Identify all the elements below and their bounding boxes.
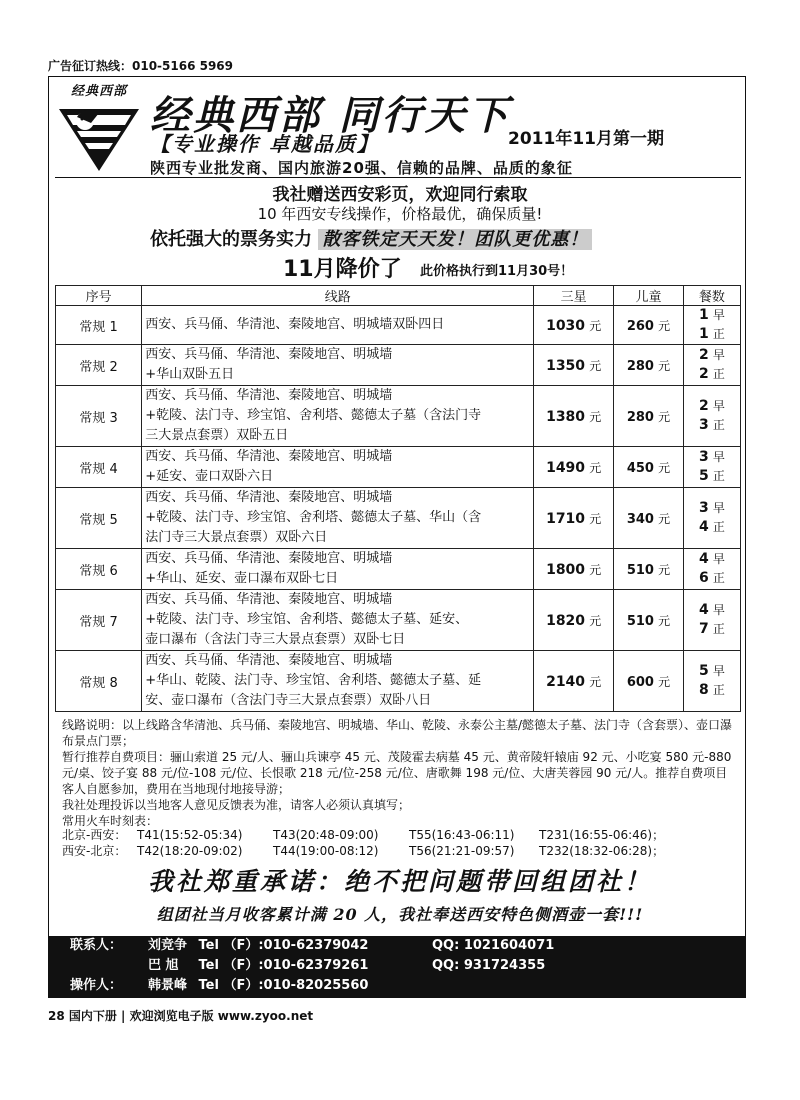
contact-tel: Tel （F）:010-82025560 <box>198 978 369 993</box>
table-row <box>56 651 741 712</box>
meal-breakfast-unit: 早 <box>712 664 725 678</box>
route-description <box>142 549 534 590</box>
service-promise: 我社郑重承诺：绝不把问题带回组团社！ <box>147 867 652 896</box>
price-unit: 元 <box>658 613 671 628</box>
table-row <box>56 488 741 549</box>
price-3star <box>534 651 614 712</box>
contact-name: 韩景峰 <box>148 978 188 993</box>
price-unit: 元 <box>589 511 602 526</box>
price-child-value: 510 <box>626 562 654 578</box>
train-entry: T42(18:20-09:02) <box>137 844 243 858</box>
price-drop-title: 11月降价了 <box>283 257 402 282</box>
price-child <box>614 651 684 712</box>
contact-row <box>70 936 555 956</box>
meal-breakfast-count: 4 <box>698 602 709 618</box>
contact-name: 刘竞争 <box>148 938 188 953</box>
route-line: +乾陵、法门寺、珍宝馆、舍利塔、懿德太子墓、华山（含 <box>145 510 482 525</box>
route-line: +华山、乾陵、法门寺、珍宝馆、舍利塔、懿德太子墓、延 <box>145 673 482 688</box>
price-unit: 元 <box>589 562 602 577</box>
eagle-flag-icon <box>55 99 143 173</box>
meal-breakfast-unit: 早 <box>712 348 725 362</box>
meal-lunch-unit: 正 <box>712 520 725 534</box>
meal-lunch-unit: 正 <box>712 571 725 585</box>
price-child <box>614 345 684 386</box>
price-3star <box>534 345 614 386</box>
route-line: 西安、兵马俑、华清池、秦陵地宫、明城墙 <box>145 490 393 505</box>
meal-lunch <box>687 467 737 486</box>
train-schedule-title: 常用火车时刻表： <box>62 814 159 828</box>
price-3star-value: 1800 <box>546 561 586 578</box>
price-child-value: 510 <box>626 613 654 629</box>
train-entry: T55(16:43-06:11) <box>409 828 515 842</box>
route-description <box>142 345 534 386</box>
route-line: 西安、兵马俑、华清池、秦陵地宫、明城墙双卧四日 <box>145 317 445 332</box>
price-child-value: 450 <box>626 460 654 476</box>
price-child-value: 260 <box>626 318 654 334</box>
price-drop-note: 此价格执行到11月30号！ <box>420 264 574 279</box>
ticket-banner <box>150 225 592 251</box>
train-entry: T43(20:48-09:00) <box>273 828 379 842</box>
route-line: 三大景点套票）双卧五日 <box>145 428 289 443</box>
contact-row <box>70 976 368 996</box>
price-3star-value: 1820 <box>546 612 586 629</box>
contact-box <box>48 936 746 998</box>
meal-lunch <box>687 365 737 384</box>
meal-lunch-unit: 正 <box>712 683 725 697</box>
meal-breakfast <box>687 601 737 620</box>
meal-lunch <box>687 681 737 700</box>
meal-lunch-unit: 正 <box>712 327 725 341</box>
train-row <box>62 826 664 843</box>
meal-lunch-count: 4 <box>698 519 709 535</box>
route-number: 常规 7 <box>56 590 142 651</box>
price-child <box>614 447 684 488</box>
meal-breakfast-count: 2 <box>698 398 709 414</box>
train-entry: T41(15:52-05:34) <box>137 828 243 842</box>
meal-count <box>683 345 740 386</box>
route-line: 法门寺三大景点套票）双卧六日 <box>145 530 328 545</box>
notes-section <box>62 717 737 829</box>
meal-breakfast-unit: 早 <box>712 399 725 413</box>
meal-count <box>683 651 740 712</box>
meal-lunch-count: 3 <box>698 417 709 433</box>
meal-lunch <box>687 416 737 435</box>
meal-lunch-unit: 正 <box>712 469 725 483</box>
table-row <box>56 590 741 651</box>
route-number: 常规 2 <box>56 345 142 386</box>
meal-lunch <box>687 325 737 344</box>
price-unit: 元 <box>658 674 671 689</box>
route-number: 常规 8 <box>56 651 142 712</box>
table-row <box>56 386 741 447</box>
meal-lunch <box>687 518 737 537</box>
route-line: +华山、延安、壶口瀑布双卧七日 <box>145 571 339 586</box>
meal-breakfast <box>687 448 737 467</box>
table-row <box>56 345 741 386</box>
route-description: 线路说明：以上线路含华清池、兵马俑、秦陵地宫、明城墙、华山、乾陵、永泰公主墓/懿德太子墓、法门寺（含套票）、壶口瀑布景点门票； <box>62 718 733 748</box>
header-meals: 餐数 <box>683 286 740 306</box>
meal-breakfast-count: 3 <box>698 449 709 465</box>
route-description <box>142 651 534 712</box>
contact-qq: QQ: 931724355 <box>432 958 546 973</box>
price-unit: 元 <box>658 318 671 333</box>
route-line: 西安、兵马俑、华清池、秦陵地宫、明城墙 <box>145 551 393 566</box>
price-3star <box>534 590 614 651</box>
price-unit: 元 <box>658 409 671 424</box>
header-route: 线路 <box>142 286 534 306</box>
price-unit: 元 <box>589 460 602 475</box>
price-3star-value: 1030 <box>546 317 586 334</box>
contact-role: 联系人： <box>70 938 123 953</box>
contact-role: 操作人： <box>70 978 123 993</box>
route-description <box>142 386 534 447</box>
train-entry: T56(21:21-09:57) <box>409 844 515 858</box>
meal-lunch-count: 8 <box>698 682 709 698</box>
train-entry: T231(16:55-06:46)； <box>539 828 665 842</box>
price-3star-value: 1380 <box>546 408 586 425</box>
ticket-lead: 依托强大的票务实力 <box>150 229 312 250</box>
meal-breakfast-unit: 早 <box>712 552 725 566</box>
route-line: 安、壶口瀑布（含法门寺三大景点套票）双卧八日 <box>145 693 432 708</box>
header-divider <box>55 177 741 178</box>
meal-lunch-count: 2 <box>698 366 709 382</box>
route-number: 常规 3 <box>56 386 142 447</box>
quality-tagline: 【专业操作 卓越品质】 <box>150 132 379 156</box>
route-description <box>142 447 534 488</box>
price-child-value: 340 <box>626 511 654 527</box>
meal-count <box>683 447 740 488</box>
price-3star <box>534 549 614 590</box>
route-description <box>142 306 534 345</box>
meal-breakfast-unit: 早 <box>712 501 725 515</box>
price-unit: 元 <box>658 358 671 373</box>
meal-breakfast <box>687 346 737 365</box>
header-3star: 三星 <box>534 286 614 306</box>
meal-count <box>683 306 740 345</box>
meal-breakfast-count: 5 <box>698 663 709 679</box>
meal-count <box>683 590 740 651</box>
issue-date: 2011年11月第一期 <box>508 129 664 149</box>
table-row <box>56 447 741 488</box>
price-3star <box>534 447 614 488</box>
brand-slogan: 经典西部 同行天下 <box>150 92 511 139</box>
train-row <box>62 842 664 859</box>
route-line: +乾陵、法门寺、珍宝馆、舍利塔、懿德太子墓、延安、 <box>145 612 469 627</box>
price-3star-value: 1350 <box>546 357 586 374</box>
price-child <box>614 488 684 549</box>
price-unit: 元 <box>658 511 671 526</box>
price-child <box>614 386 684 447</box>
route-price-table <box>55 285 741 712</box>
meal-lunch <box>687 620 737 639</box>
price-child-value: 280 <box>626 358 654 374</box>
table-header-row <box>56 286 741 306</box>
meal-breakfast-count: 3 <box>698 500 709 516</box>
contact-tel: Tel （F）:010-62379261 <box>198 958 369 973</box>
meal-breakfast <box>687 662 737 681</box>
price-3star-value: 2140 <box>546 673 586 690</box>
brand-description: 陕西专业批发商、国内旅游20强、信赖的品牌、品质的象征 <box>150 159 573 177</box>
route-line: 西安、兵马俑、华清池、秦陵地宫、明城墙 <box>145 388 393 403</box>
meal-count <box>683 386 740 447</box>
meal-breakfast <box>687 397 737 416</box>
meal-breakfast <box>687 306 737 325</box>
price-unit: 元 <box>589 613 602 628</box>
train-entry: T232(18:32-06:28)； <box>539 844 665 858</box>
price-3star <box>534 488 614 549</box>
meal-breakfast <box>687 550 737 569</box>
contact-tel: Tel （F）:010-62379042 <box>198 938 369 953</box>
route-number: 常规 5 <box>56 488 142 549</box>
meal-breakfast-unit: 早 <box>712 603 725 617</box>
price-child <box>614 306 684 345</box>
route-line: +华山双卧五日 <box>145 367 235 382</box>
table-row <box>56 549 741 590</box>
route-line: +延安、壶口双卧六日 <box>145 469 274 484</box>
price-3star <box>534 306 614 345</box>
price-child <box>614 590 684 651</box>
group-gift-offer: 组团社当月收客累计满 20 人，我社奉送西安特色侧酒壶一套!!! <box>156 905 644 924</box>
price-child <box>614 549 684 590</box>
price-unit: 元 <box>589 409 602 424</box>
route-number: 常规 4 <box>56 447 142 488</box>
meal-lunch-count: 1 <box>698 326 709 342</box>
price-unit: 元 <box>589 674 602 689</box>
price-3star <box>534 386 614 447</box>
meal-breakfast <box>687 499 737 518</box>
train-route: 西安-北京： <box>62 844 127 858</box>
ticket-highlight: 散客铁定天天发！团队更优惠！ <box>318 229 592 250</box>
price-unit: 元 <box>589 358 602 373</box>
meal-breakfast-unit: 早 <box>712 450 725 464</box>
price-child-value: 600 <box>626 674 654 690</box>
table-row <box>56 306 741 345</box>
price-3star-value: 1710 <box>546 510 586 527</box>
train-route: 北京-西安： <box>62 828 127 842</box>
contact-qq: QQ: 1021604071 <box>432 938 555 953</box>
meal-count <box>683 488 740 549</box>
train-entry: T44(19:00-08:12) <box>273 844 379 858</box>
experience-note: 10 年西安专线操作，价格最优，确保质量! <box>257 205 543 223</box>
route-line: 西安、兵马俑、华清池、秦陵地宫、明城墙 <box>145 653 393 668</box>
meal-lunch-unit: 正 <box>712 622 725 636</box>
meal-breakfast-count: 4 <box>698 551 709 567</box>
route-description <box>142 488 534 549</box>
contact-row <box>70 956 546 976</box>
meal-lunch-count: 6 <box>698 570 709 586</box>
price-child-value: 280 <box>626 409 654 425</box>
price-unit: 元 <box>589 318 602 333</box>
complaint-policy: 我社处理投诉以当地客人意见反馈表为准，请客人必须认真填写； <box>62 798 411 812</box>
route-line: 壶口瀑布（含法门寺三大景点套票）双卧七日 <box>145 632 406 647</box>
route-line: 西安、兵马俑、华清池、秦陵地宫、明城墙 <box>145 347 393 362</box>
route-number: 常规 6 <box>56 549 142 590</box>
gift-announcement: 我社赠送西安彩页，欢迎同行索取 <box>272 185 528 205</box>
contact-name: 巴 旭 <box>148 958 179 973</box>
meal-breakfast-count: 1 <box>698 307 709 323</box>
route-description <box>142 590 534 651</box>
brand-logo <box>55 80 143 172</box>
price-3star-value: 1490 <box>546 459 586 476</box>
meal-lunch-count: 7 <box>698 621 709 637</box>
meal-lunch-count: 5 <box>698 468 709 484</box>
route-line: 西安、兵马俑、华清池、秦陵地宫、明城墙 <box>145 592 393 607</box>
meal-count <box>683 549 740 590</box>
meal-lunch-unit: 正 <box>712 367 725 381</box>
page-footer: 28 国内下册 | 欢迎浏览电子版 www.zyoo.net <box>48 1009 314 1023</box>
meal-breakfast-unit: 早 <box>712 308 725 322</box>
route-line: +乾陵、法门寺、珍宝馆、舍利塔、懿德太子墓（含法门寺 <box>145 408 482 423</box>
header-child: 儿童 <box>614 286 684 306</box>
meal-lunch <box>687 569 737 588</box>
price-unit: 元 <box>658 562 671 577</box>
logo-text: 经典西部 <box>70 84 127 99</box>
meal-breakfast-count: 2 <box>698 347 709 363</box>
meal-lunch-unit: 正 <box>712 418 725 432</box>
route-line: 西安、兵马俑、华清池、秦陵地宫、明城墙 <box>145 449 393 464</box>
route-number: 常规 1 <box>56 306 142 345</box>
ad-hotline: 广告征订热线：010-5166 5969 <box>48 59 234 73</box>
price-unit: 元 <box>658 460 671 475</box>
header-no: 序号 <box>56 286 142 306</box>
self-pay-items: 暂行推荐自费项目：骊山索道 25 元/人、骊山兵谏亭 45 元、茂陵霍去病墓 45 元、黄帝陵轩辕庙 92 元、小吃宴 580 元-880 元/桌、饺子宴 88 元/位-108 元/位、长恨歌 218 元/位-258 元/位、唐歌舞 198 元/位、大唐芙蓉园 90 元/人。推荐自费项目客人自愿参加，费用在当地现付地接导游； <box>62 750 732 796</box>
